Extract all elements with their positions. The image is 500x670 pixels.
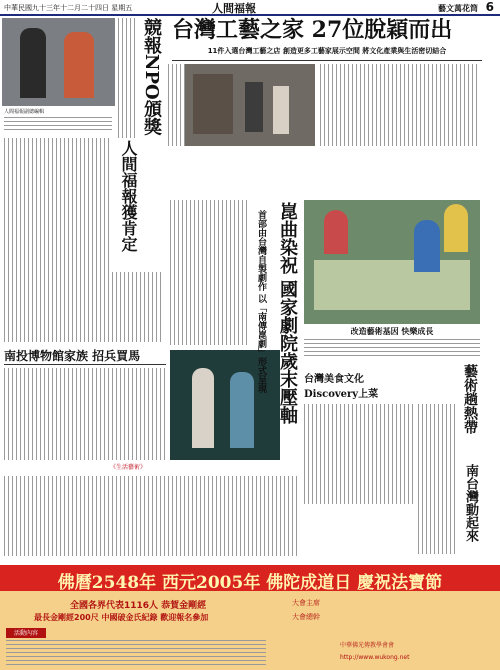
arts-article-text	[418, 404, 458, 554]
banner-right-1: 大會主席	[292, 599, 320, 607]
banner-schedule-lines	[6, 640, 266, 666]
lead-article-text-right	[320, 64, 480, 146]
food-article-text	[304, 404, 414, 504]
npo-photo-caption: 人間福報副總編輯	[4, 109, 45, 115]
section-name: 藝文萬花筒	[438, 4, 478, 13]
children-photo-caption: 改造藝術基因 快樂成長	[350, 327, 434, 336]
newspaper-masthead: 人間福報	[212, 2, 256, 15]
banner-line-1: 全國各界代表1116人 恭賀金剛經	[70, 601, 207, 610]
npo-award-photo	[2, 18, 115, 106]
npo-headline-2: 人間福報獲肯定	[119, 140, 138, 252]
lead-subhead: 11件入選台灣工藝之店 創造更多工藝家展示空間 將文化產業與生活密切結合	[207, 47, 447, 55]
arts-headline: 藝術趟熱帶	[462, 364, 478, 434]
museum-article-text	[4, 368, 166, 460]
lower-article-text	[4, 476, 300, 556]
banner-line-2: 最長金剛經200尺 中國破金氏紀錄 歡迎報名參加	[34, 613, 209, 622]
food-headline: 台灣美食文化 Discovery上菜	[304, 374, 379, 400]
opera-subhead: 首部由台灣自製劇作 以「南傳崑劇」形式呈現	[256, 210, 266, 394]
arts-sub-headline: 南台灣動起來	[463, 464, 478, 542]
museum-headline: 南投博物館家族 招兵買馬	[4, 349, 141, 363]
banner-headline: 佛曆2548年 西元2005年 佛陀成道日 慶祝法寶節	[57, 573, 443, 593]
headline-rule	[172, 60, 482, 61]
npo-photo-caption-lines	[4, 117, 112, 131]
children-art-photo	[304, 200, 480, 324]
issue-date: 中華民國九十三年十二月二十四日 星期五	[4, 4, 133, 12]
banner-website: http://www.wukong.net	[340, 654, 410, 661]
npo-headline-1: 競報NPO頒獎	[141, 18, 162, 136]
opera-article-text	[170, 200, 250, 345]
page-header	[0, 0, 500, 16]
npo-article-text-2	[4, 272, 164, 342]
life-art-tag: 《生活藝術》	[110, 464, 147, 471]
npo-subhead-lines	[118, 18, 136, 138]
banner-title-bar	[0, 565, 500, 591]
banner-right-2: 大會總幹	[292, 613, 320, 621]
museum-rule	[4, 364, 166, 365]
banner-organizer: 中華佛光傳教學會會	[340, 642, 395, 649]
craft-shop-photo	[185, 64, 315, 146]
lead-headline: 台灣工藝之家 27位脫穎而出	[172, 17, 453, 43]
page-number: 6	[485, 0, 494, 14]
children-photo-caption-lines	[304, 339, 480, 359]
banner-activity-tag: 活動內容	[6, 628, 46, 638]
opera-headline: 崑曲染祝 國家劇院歲末壓軸	[277, 202, 298, 425]
